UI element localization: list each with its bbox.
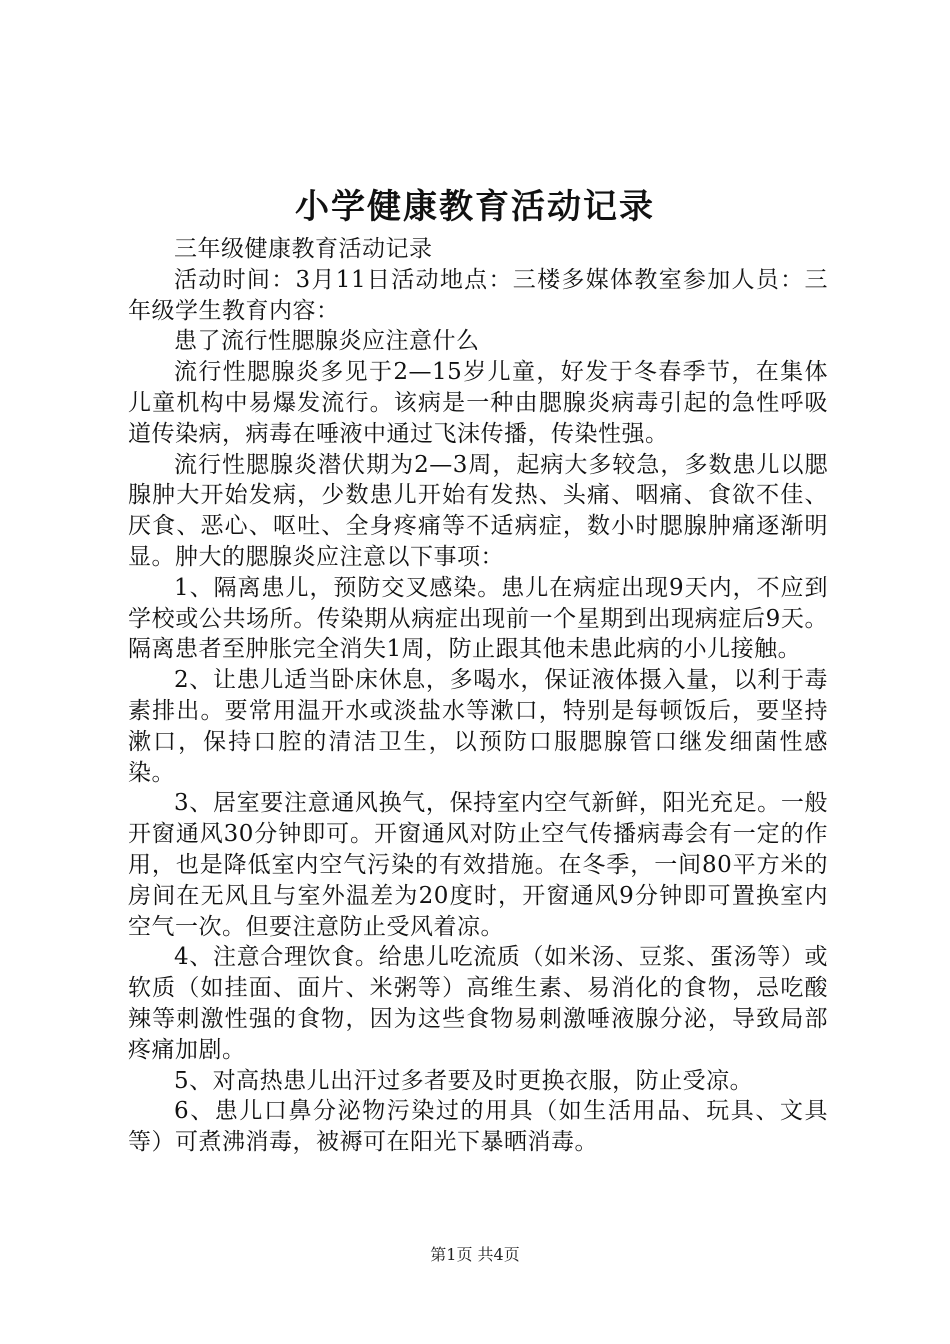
document-body	[128, 234, 828, 1158]
page-number-footer: 第1页 共4页	[430, 1245, 520, 1264]
document-title: 小学健康教育活动记录	[295, 187, 655, 227]
paragraph-item-6: 6、患儿口鼻分泌物污染过的用具（如生活用品、玩具、文具等）可煮沸消毒，被褥可在阳光下暴晒消毒。	[128, 1098, 828, 1156]
paragraph-topic: 患了流行性腮腺炎应注意什么	[174, 328, 480, 355]
paragraph-subtitle: 三年级健康教育活动记录	[174, 236, 433, 262]
paragraph-item-1: 1、隔离患儿，预防交叉感染。患儿在病症出现9天内，不应到学校或公共场所。传染期从病症出现前一个星期到出现病症后9天。隔离患者至肿胀完全消失1周，防止跟其他未患此病的小儿接触。	[128, 574, 828, 663]
paragraph-intro: 流行性腮腺炎多见于2—15岁儿童，好发于冬春季节，在集体儿童机构中易爆发流行。该病是一种由腮腺炎病毒引起的急性呼吸道传染病，病毒在唾液中通过飞沫传播，传染性强。	[128, 359, 828, 447]
paragraph-item-4: 4、注意合理饮食。给患儿吃流质（如米汤、豆浆、蛋汤等）或软质（如挂面、面片、米粥等）高维生素、易消化的食物，忌吃酸辣等刺激性强的食物，因为这些食物易刺激唾液腺分泌，导致局部疼痛加剧。	[128, 944, 828, 1063]
paragraph-activity-info: 活动时间：3月11日活动地点：三楼多媒体教室参加人员：三年级学生教育内容：	[128, 266, 828, 324]
paragraph-item-2: 2、让患儿适当卧床休息，多喝水，保证液体摄入量，以利于毒素排出。要常用温开水或淡盐水等漱口，特别是每顿饭后，要坚持漱口，保持口腔的清洁卫生，以预防口服腮腺管口继发细菌性感染。	[128, 667, 828, 786]
paragraph-item-5: 5、对高热患儿出汗过多者要及时更换衣服，防止受凉。	[174, 1067, 754, 1094]
paragraph-symptoms: 流行性腮腺炎潜伏期为2—3周，起病大多较急，多数患儿以腮腺肿大开始发病，少数患儿开始有发热、头痛、咽痛、食欲不佳、厌食、恶心、呕吐、全身疼痛等不适病症，数小时腮腺肿痛逐渐明显。肿大的腮腺炎应注意以下事项：	[128, 451, 828, 570]
paragraph-item-3: 3、居室要注意通风换气，保持室内空气新鲜，阳光充足。一般开窗通风30分钟即可。开窗通风对防止空气传播病毒会有一定的作用，也是降低室内空气污染的有效措施。在冬季，一间80平方米的房间在无风且与室外温差为20度时，开窗通风9分钟即可置换室内空气一次。但要注意防止受风着凉。	[128, 790, 828, 940]
